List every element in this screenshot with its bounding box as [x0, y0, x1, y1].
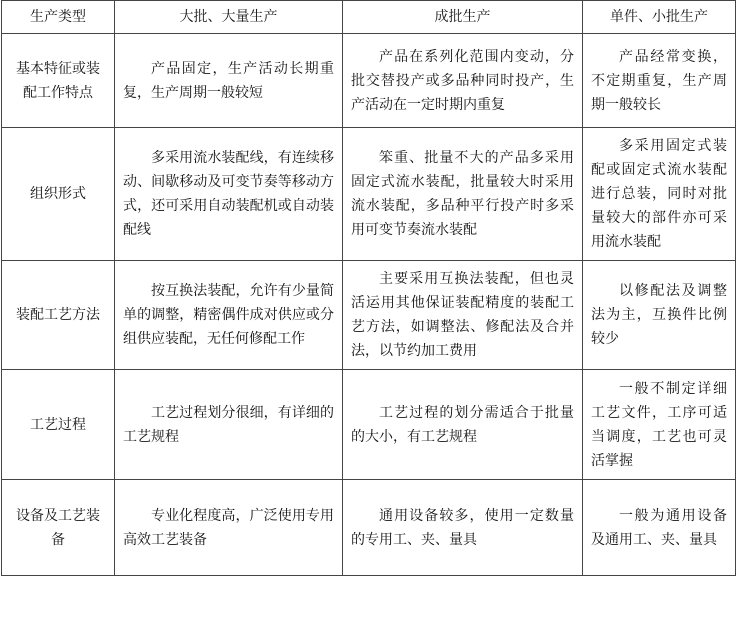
header-mass-production: 大批、大量生产: [115, 1, 343, 34]
cell-text: 一般不制定详细工艺文件，工序可适当调度，工艺也可灵活掌握: [591, 380, 727, 469]
cell-text: 工艺过程划分很细，有详细的工艺规程: [123, 404, 334, 445]
cell-text: 以修配法及调整法为主，互换件比例较少: [591, 283, 727, 347]
cell-text: 产品经常变换，不定期重复，生产周期一般较长: [591, 48, 727, 113]
table-row: [2, 261, 736, 370]
table-cell: [583, 34, 736, 128]
cell-text: 多采用固定式装配或固定式流水装配进行总装，同时对批量较大的部件亦可采用流水装配: [591, 138, 727, 250]
table-cell: [343, 261, 583, 370]
row-label: 工艺过程: [2, 370, 115, 480]
table-cell: [115, 370, 343, 480]
table-row: [2, 128, 736, 261]
production-type-table: [1, 0, 736, 576]
table-cell: [115, 480, 343, 576]
table-row: [2, 480, 736, 576]
cell-text: 产品固定，生产活动长期重复，生产周期一般较短: [123, 60, 334, 101]
table-cell: [115, 34, 343, 128]
table-cell: [583, 480, 736, 576]
table-row: [2, 34, 736, 128]
header-batch-production: 成批生产: [343, 1, 583, 34]
row-label: 组织形式: [2, 128, 115, 261]
row-label: 装配工艺方法: [2, 261, 115, 370]
cell-text: 一般为通用设备及通用工、夹、量具: [591, 507, 727, 548]
cell-text: 工艺过程的划分需适合于批量的大小，有工艺规程: [351, 404, 574, 445]
table-cell: [583, 128, 736, 261]
table-cell: [115, 128, 343, 261]
table-row: [2, 370, 736, 480]
cell-text: 通用设备较多，使用一定数量的专用工、夹、量具: [351, 507, 574, 548]
header-single-small-batch: 单件、小批生产: [583, 1, 736, 34]
cell-text: 专业化程度高，广泛使用专用高效工艺装备: [123, 507, 334, 548]
header-production-type: 生产类型: [2, 1, 115, 34]
cell-text: 产品在系列化范围内变动，分批交替投产或多品种同时投产，生产活动在一定时期内重复: [351, 48, 574, 113]
table-cell: [343, 34, 583, 128]
table-cell: [583, 370, 736, 480]
cell-text: 多采用流水装配线，有连续移动、间歇移动及可变节奏等移动方式，还可采用自动装配机或自动装配线: [123, 150, 334, 238]
header-row: [2, 1, 736, 34]
table-cell: [343, 128, 583, 261]
table-cell: [583, 261, 736, 370]
row-label: 基本特征或装配工作特点: [2, 34, 115, 128]
row-label: 设备及工艺装备: [2, 480, 115, 576]
table-cell: [115, 261, 343, 370]
cell-text: 主要采用互换法装配，但也灵活运用其他保证装配精度的装配工艺方法，如调整法、修配法及合并法，以节约加工费用: [351, 271, 574, 359]
table-cell: [343, 370, 583, 480]
cell-text: 笨重、批量不大的产品多采用固定式流水装配，批量较大时采用流水装配，多品种平行投产时多采用可变节奏流水装配: [351, 150, 574, 238]
table-cell: [343, 480, 583, 576]
cell-text: 按互换法装配，允许有少量简单的调整，精密偶件成对供应或分组供应装配，无任何修配工作: [123, 283, 334, 347]
